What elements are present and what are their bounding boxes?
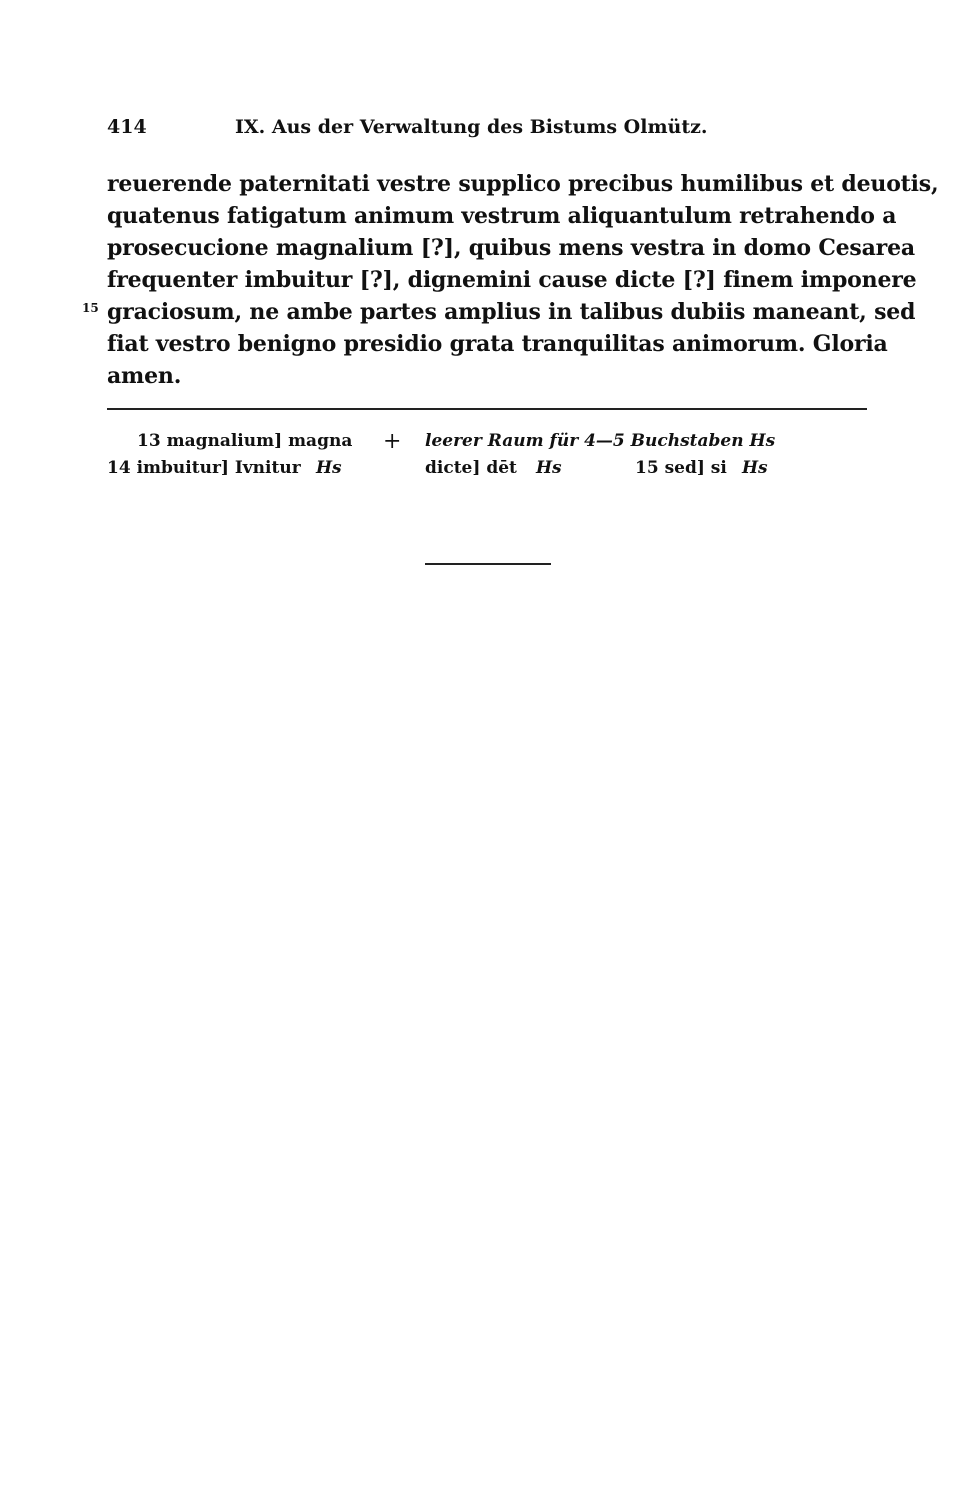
text-line: graciosum, ne ambe partes amplius in talibus dubiis maneant, sed [107, 299, 916, 325]
apparatus-row [107, 428, 867, 455]
end-of-section-rule [425, 563, 551, 565]
plus-sign: + [383, 429, 402, 454]
running-title: IX. Aus der Verwaltung des Bistums Olmütz. [235, 116, 708, 138]
footnote-separator [107, 408, 867, 410]
margin-line-number: 15 [82, 301, 99, 315]
apparatus-siglum: Hs [742, 458, 768, 478]
apparatus-comment: leerer Raum für 4—5 Buchstaben Hs [425, 431, 776, 451]
text-line: prosecucione magnalium [?], quibus mens vestra in domo Cesarea [107, 235, 915, 261]
critical-apparatus [107, 428, 867, 482]
page-header [107, 116, 867, 146]
apparatus-lemma: 15 sed] si [635, 458, 727, 478]
text-line: quatenus fatigatum animum vestrum aliquantulum retrahendo a [107, 203, 897, 229]
page-number: 414 [107, 116, 147, 138]
apparatus-row [107, 455, 867, 482]
main-text [107, 168, 939, 392]
text-line: frequenter imbuitur [?], dignemini cause dicte [?] finem imponere [107, 267, 917, 293]
text-line: reuerende paternitati vestre supplico precibus humilibus et deuotis, [107, 171, 939, 197]
apparatus-siglum: Hs [316, 458, 342, 478]
apparatus-lemma: dicte] dēt [425, 458, 517, 478]
apparatus-lemma: 14 imbuitur] Ivnitur [107, 458, 301, 478]
text-line: amen. [107, 363, 182, 389]
text-line: fiat vestro benigno presidio grata tranquilitas animorum. Gloria [107, 331, 888, 357]
apparatus-siglum: Hs [536, 458, 562, 478]
apparatus-lemma: 13 magnalium] magna [137, 431, 353, 451]
